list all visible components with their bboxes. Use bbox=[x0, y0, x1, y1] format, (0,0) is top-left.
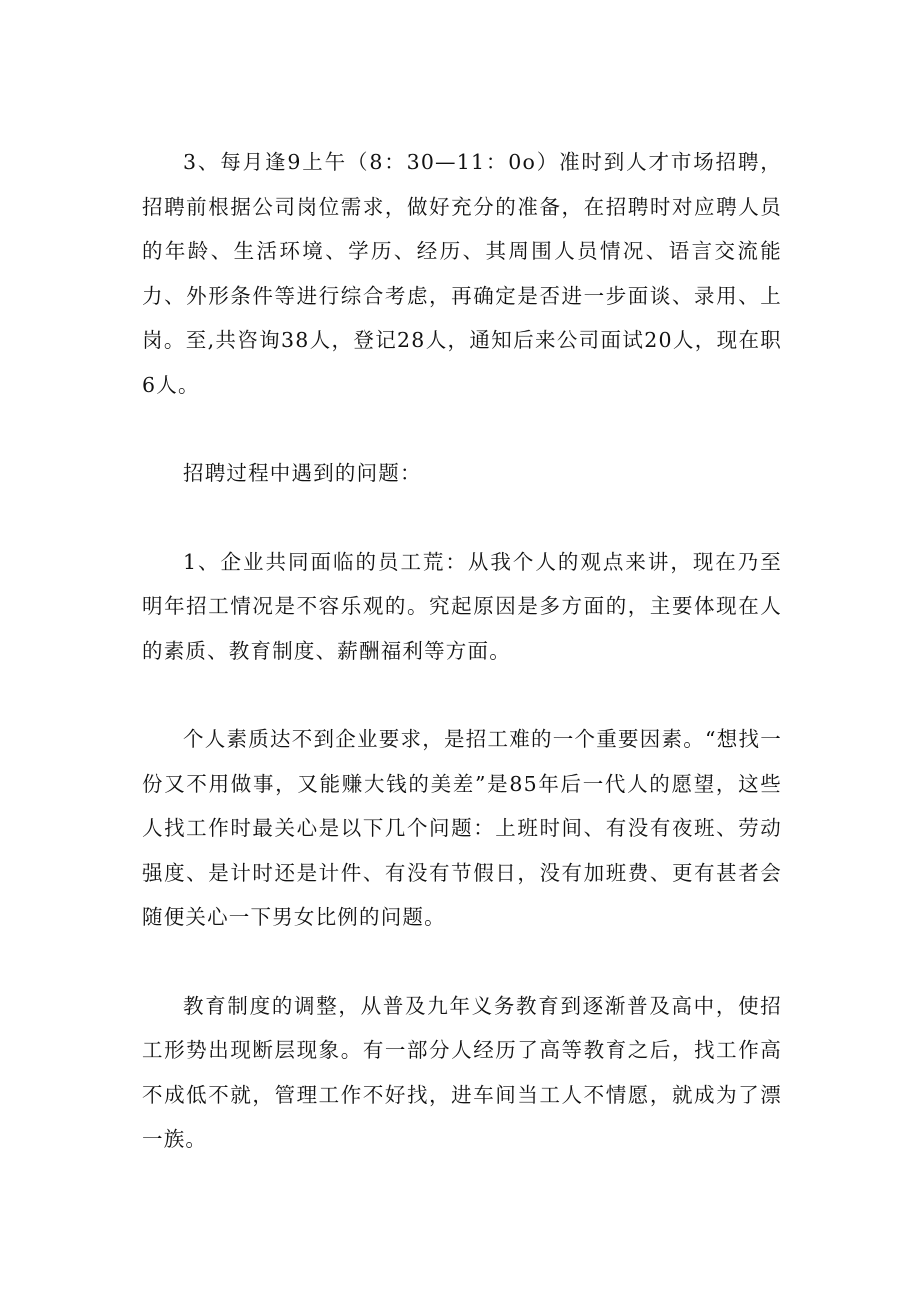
paragraph-personal-quality: 个人素质达不到企业要求，是招工难的一个重要因素。“想找一份又不用做事，又能赚大钱的美差”是85年后一代人的愿望，这些人找工作时最关心是以下几个问题：上班时间、有没有夜班、劳动强度、是计时还是计件、有没有节假日，没有加班费、更有甚者会随便关心一下男女比例的问题。 bbox=[142, 727, 782, 929]
section-heading-problems: 招聘过程中遇到的问题： bbox=[183, 461, 422, 485]
paragraph-labor-shortage: 1、企业共同面临的员工荒：从我个人的观点来讲，现在乃至明年招工情况是不容乐观的。究起原因是多方面的，主要体现在人的素质、教育制度、薪酬福利等方面。 bbox=[142, 549, 782, 663]
paragraph-gap bbox=[142, 496, 782, 540]
paragraph-gap bbox=[142, 407, 782, 451]
paragraph-recruitment-schedule: 3、每月逢9上午（8：30—11：0o）准时到人才市场招聘，招聘前根据公司岗位需求，做好充分的准备，在招聘时对应聘人员的年龄、生活环境、学历、经历、其周围人员情况、语言交流能力、外形条件等进行综合考虑，再确定是否进一步面谈、录用、上岗。至,共咨询38人，登记28人，通知后来公司面试20人，现在职6人。 bbox=[142, 150, 782, 397]
document-body bbox=[142, 140, 782, 1162]
paragraph-gap bbox=[142, 673, 782, 717]
paragraph-education-system: 教育制度的调整，从普及九年义务教育到逐渐普及高中，使招工形势出现断层现象。有一部分人经历了高等教育之后，找工作高不成低不就，管理工作不好找，进车间当工人不情愿，就成为了漂一族。 bbox=[142, 993, 782, 1151]
paragraph-gap bbox=[142, 940, 782, 984]
